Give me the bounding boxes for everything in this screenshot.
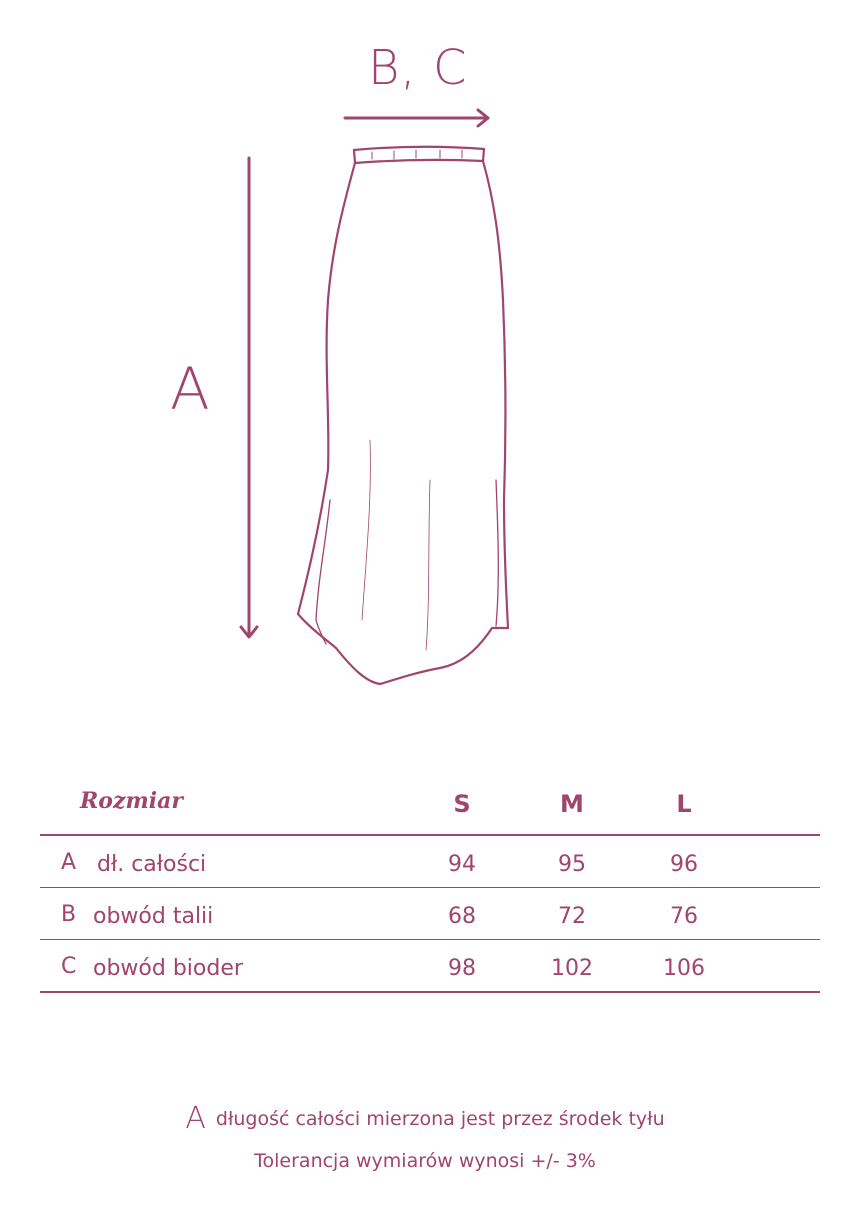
cell-s: 68 xyxy=(448,904,476,929)
cell-m: 95 xyxy=(558,852,586,877)
length-measurement-note xyxy=(0,1101,850,1136)
row-letter: B xyxy=(61,902,77,927)
row-letter: C xyxy=(61,954,77,979)
table-row xyxy=(40,836,820,888)
table-row xyxy=(40,888,820,940)
row-name: dł. całości xyxy=(97,852,207,877)
size-table-header xyxy=(40,780,820,836)
column-head-m: M xyxy=(560,790,584,818)
cell-l: 96 xyxy=(670,852,698,877)
note-letter: A xyxy=(185,1101,206,1136)
column-head-l: L xyxy=(676,790,692,818)
note-text: długość całości mierzona jest przez środek tyłu xyxy=(215,1108,665,1130)
width-measure-label: B, C xyxy=(368,40,468,96)
length-measure-label: A xyxy=(170,355,210,423)
cell-s: 94 xyxy=(448,852,476,877)
cell-m: 102 xyxy=(551,956,593,981)
row-name: obwód bioder xyxy=(93,956,243,981)
cell-m: 72 xyxy=(558,904,586,929)
cell-l: 76 xyxy=(670,904,698,929)
column-head-s: S xyxy=(453,790,471,818)
cell-s: 98 xyxy=(448,956,476,981)
row-name: obwód talii xyxy=(93,904,214,929)
cell-l: 106 xyxy=(663,956,705,981)
length-arrow xyxy=(241,158,257,637)
table-row xyxy=(40,940,820,993)
tolerance-note: Tolerancja wymiarów wynosi +/- 3% xyxy=(254,1150,596,1172)
skirt-outline-icon xyxy=(298,147,508,684)
width-arrow xyxy=(345,110,488,126)
row-letter: A xyxy=(61,850,77,875)
size-table-title: Rozmiar xyxy=(80,788,183,814)
size-table xyxy=(40,780,820,993)
